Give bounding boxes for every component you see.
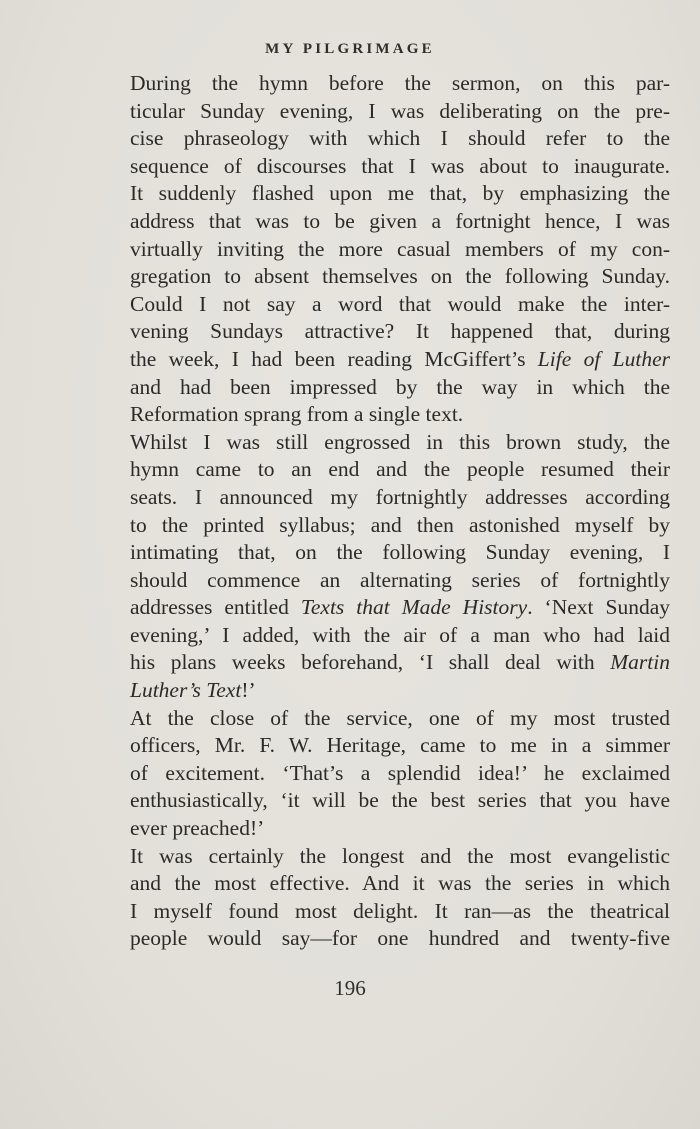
text-line: and had been impressed by the way in which the: [130, 374, 670, 399]
text-line: people would say—for one hundred and twenty-five: [130, 926, 670, 951]
martin-title: Martin: [610, 650, 670, 675]
text-line: intimating that, on the following Sunday evening, I: [130, 540, 670, 565]
paragraph-1: [104, 70, 670, 429]
text-line: I myself found most delight. It ran—as the theatrical: [130, 898, 670, 923]
text-line: virtually inviting the more casual members of my con-: [130, 236, 670, 261]
text-line: officers, Mr. F. W. Heritage, came to me in a simmer: [130, 733, 670, 758]
text-line: ever preached!’: [130, 816, 265, 841]
text-line: cise phraseology with which I should refer to the: [130, 126, 670, 151]
text-line: Reformation sprang from a single text.: [130, 402, 464, 427]
line-text: his plans weeks beforehand, ‘I shall deal with: [130, 650, 611, 675]
text-line: evening,’ I added, with the air of a man who had laid: [130, 622, 670, 647]
text-line-with-title: [104, 346, 670, 374]
paragraph-4: [104, 843, 670, 953]
text-line: address that was to be given a fortnight hence, I was: [130, 208, 670, 233]
book-title: Life of Luther: [537, 346, 670, 371]
text-line: enthusiastically, ‘it will be the best series that you have: [130, 788, 670, 813]
paragraph-3: [104, 705, 670, 843]
paragraph-2: [104, 429, 670, 705]
text-line: During the hymn before the sermon, on this par-: [130, 71, 670, 95]
text-line: to the printed syllabus; and then astonished myself by: [130, 512, 670, 537]
text-line: It suddenly flashed upon me that, by emphasizing the: [130, 181, 670, 206]
text-line: vening Sundays attractive? It happened that, during: [130, 319, 670, 344]
running-head: MY PILGRIMAGE: [265, 41, 435, 57]
series-title: Texts that Made History: [300, 595, 528, 620]
body-text: [104, 70, 670, 953]
text-line: Whilst I was still engrossed in this brown study, the: [130, 429, 670, 454]
text-line: and the most effective. And it was the series in which: [130, 871, 670, 896]
text-line: Could I not say a word that would make the inter-: [130, 291, 670, 316]
line-text: addresses entitled: [130, 595, 301, 620]
text-line-with-title: [104, 649, 670, 677]
text-line-with-title: [104, 594, 670, 622]
text-line-with-title: [104, 677, 670, 705]
text-line: hymn came to an end and the people resumed their: [130, 457, 670, 482]
line-text: !’: [241, 678, 256, 703]
text-line: gregation to absent themselves on the following Sunday.: [130, 264, 670, 289]
text-line: sequence of discourses that I was about to inaugurate.: [130, 153, 670, 178]
text-line: ticular Sunday evening, I was deliberating on the pre-: [130, 98, 670, 123]
page-number: 196: [334, 976, 366, 1000]
line-text: . ‘Next Sunday: [527, 595, 671, 620]
text-line: It was certainly the longest and the most evangelistic: [130, 843, 670, 868]
luther-text-title: Luther’s Text: [130, 678, 242, 703]
line-text: the week, I had been reading McGiffert’s: [130, 346, 538, 371]
text-line: should commence an alternating series of fortnightly: [130, 567, 670, 592]
text-line: At the close of the service, one of my most trusted: [130, 705, 670, 730]
text-line: seats. I announced my fortnightly addresses according: [130, 484, 670, 509]
text-line: of excitement. ‘That’s a splendid idea!’ he exclaimed: [130, 760, 670, 785]
